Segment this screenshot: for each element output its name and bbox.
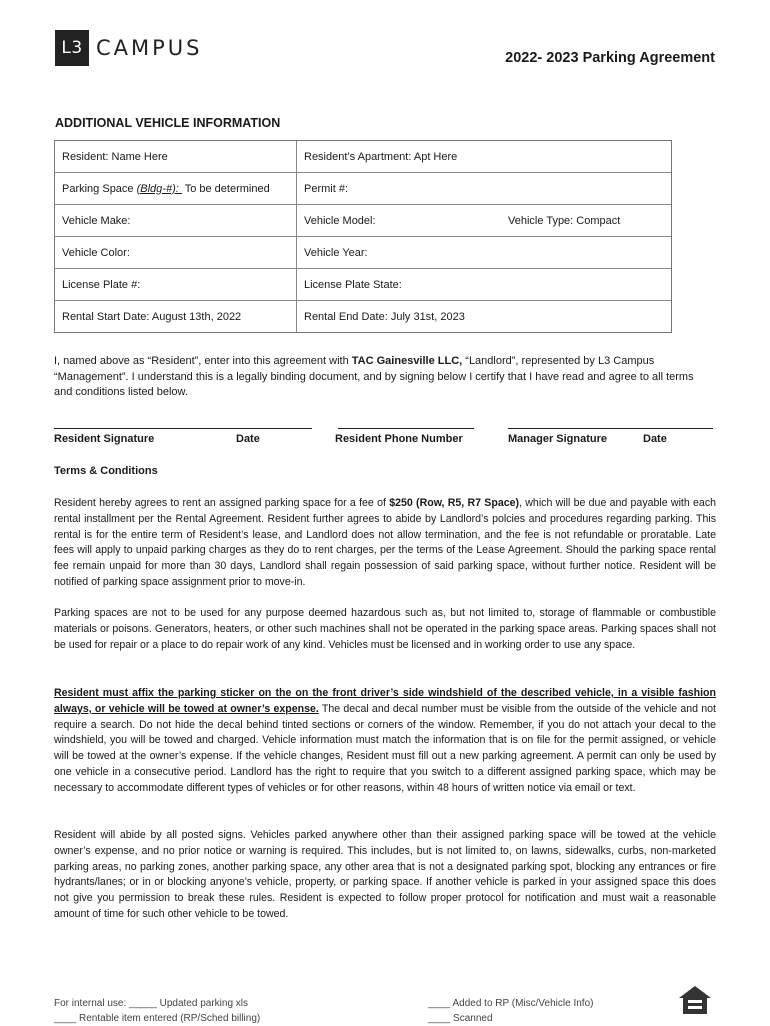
logo-wordmark: CAMPUS [96, 36, 203, 60]
table-row [55, 300, 671, 332]
permit-number-field[interactable]: Permit #: [304, 182, 349, 195]
logo-mark: L3 [55, 30, 89, 66]
table-row [55, 204, 671, 236]
equal-housing-icon [677, 984, 713, 1016]
resident-signature-label: Resident Signature [54, 433, 155, 445]
resident-phone-label: Resident Phone Number [335, 433, 463, 445]
vehicle-color-field[interactable]: Vehicle Color: [55, 237, 297, 268]
parking-space-value: To be determined [181, 182, 270, 195]
vehicle-info-table [54, 140, 672, 333]
vehicle-year-field[interactable]: Vehicle Year: [304, 246, 368, 259]
fee-text-1: Resident hereby agrees to rent an assigned parking space for a fee of [54, 497, 390, 509]
manager-signature-label: Manager Signature [508, 433, 608, 445]
resident-date-label: Date [236, 433, 260, 445]
section-title: ADDITIONAL VEHICLE INFORMATION [55, 116, 281, 130]
agreement-intro [54, 354, 694, 401]
sticker-requirement: Resident must affix the parking sticker on the on the front driver’s side windshield of the described vehicle, in a visible fashion always, or vehicle will be towed at owner’s expense. [54, 687, 716, 715]
license-plate-field[interactable]: License Plate #: [55, 269, 297, 300]
vehicle-model-field[interactable]: Vehicle Model: [304, 214, 376, 227]
phone-number-line[interactable] [338, 428, 474, 429]
vehicle-type-field[interactable]: Vehicle Type: Compact [508, 214, 621, 227]
manager-date-label: Date [643, 433, 667, 445]
terms-paragraph-signs: Resident will abide by all posted signs. Vehicles parked anywhere other than their assigned parking space will be towed at the vehicle owner’s expense, and no prior notice or warning is required. This includes, but is not limited to, on lawns, sidewalks, curbs, non-marketed parking areas, no parking zones, another parking space, any other area that is not a designated parking spot, blocking any entrances or fire hydrants/lanes; or in or blocking anyone’s vehicle, property, or parking space. If another vehicle is parked in your assigned space this does not give you permission to break these rules. Resident is expected to follow proper protocol for notification and must wait a reasonable amount of time for such other vehicle to be towed. [54, 829, 716, 920]
footer-internal-use [54, 996, 260, 1026]
fee-amount: $250 (Row, R5, R7 Space) [389, 497, 520, 509]
vehicle-make-field[interactable]: Vehicle Make: [55, 205, 297, 236]
sticker-details: The decal and decal number must be visible from the outside of the vehicle and not require a search. Do not hide the decal behind tinted sections or corners of the window. Remember, if you do not attach your decal to the windshield, you will be towed and charged. Vehicle information must match the information that is on file for the permit assigned, or vehicle will be towed at the owner’s expense. If the vehicle changes, Resident must fill out a new parking agreement. A permit can only be used by one vehicle in a consecutive period. Landlord has the right to require that you switch to a different assigned parking space, which may be necessary to accommodate different types of vehicles or for other reasons, within 48 hours of written notice via email or text. [54, 702, 716, 794]
footer-rentable-item: ____ Rentable item entered (RP/Sched billing) [54, 1013, 261, 1024]
parking-space-label: Parking Space [62, 182, 137, 195]
parking-space-field[interactable] [55, 173, 297, 204]
footer-checklist [428, 996, 593, 1026]
table-row [55, 268, 671, 300]
resident-apartment-field[interactable]: Resident’s Apartment: Apt Here [304, 150, 458, 163]
rental-start-date-field[interactable]: Rental Start Date: August 13th, 2022 [55, 301, 297, 332]
terms-paragraph-hazard: Parking spaces are not to be used for any purpose deemed hazardous such as, but not limited to, storage of flammable or combustible materials or poisons. Generators, heaters, or other such machines shall not be operated in the parking space areas. Parking spaces shall not be used for repair or a place to do repair work of any kind. Vehicles must be licensed and in working order to use any space. [54, 607, 716, 651]
fee-text-2: , which will be due and payable with each rental installment per the Rental Agreement. Resident further agrees to abide by Landlord’s polcies and procedures regarding parking. This rental is for the entire term of Resident’s lease, and Landlord does not allow termination, and the fee is not refundable or proratable. Late fees will apply to unpaid parking charges as they do to rent charges, per the terms of the Lease Agreement. Should the parking space rental fee remain unpaid for more than 30 days, Landlord shall regain possession of said parking space, without further notice. Resident will be notified of parking space assignment prior to move-in. [54, 497, 717, 588]
terms-heading: Terms & Conditions [54, 465, 158, 477]
footer-scanned: ____ Scanned [428, 1013, 493, 1024]
intro-text-1: I, named above as “Resident”, enter into this agreement with [54, 355, 352, 367]
table-row [55, 236, 671, 268]
table-row [55, 172, 671, 204]
resident-name-field[interactable]: Resident: Name Here [55, 141, 297, 172]
l3-campus-logo [55, 30, 203, 66]
parking-space-code: (Bldg-#): [136, 182, 182, 195]
landlord-name: TAC Gainesville LLC, [351, 355, 463, 367]
document-title: 2022- 2023 Parking Agreement [505, 50, 715, 66]
terms-paragraph-sticker [54, 686, 716, 797]
footer-added-rp: ____ Added to RP (Misc/Vehicle Info) [428, 998, 594, 1009]
terms-paragraph-fee [54, 496, 716, 591]
resident-signature-line[interactable] [54, 428, 312, 429]
license-plate-state-field[interactable]: License Plate State: [304, 278, 402, 291]
manager-signature-line[interactable] [508, 428, 713, 429]
table-row [55, 141, 671, 172]
intro-text-2: “Landlord”, represented by L3 Campus “Management”. I understand this is a legally binding document, and by signing below I certify that I have read and agree to all terms and conditions listed below. [54, 355, 694, 398]
rental-end-date-field[interactable]: Rental End Date: July 31st, 2023 [304, 310, 465, 323]
footer-updated-xls: For internal use: _____ Updated parking xls [54, 998, 249, 1009]
